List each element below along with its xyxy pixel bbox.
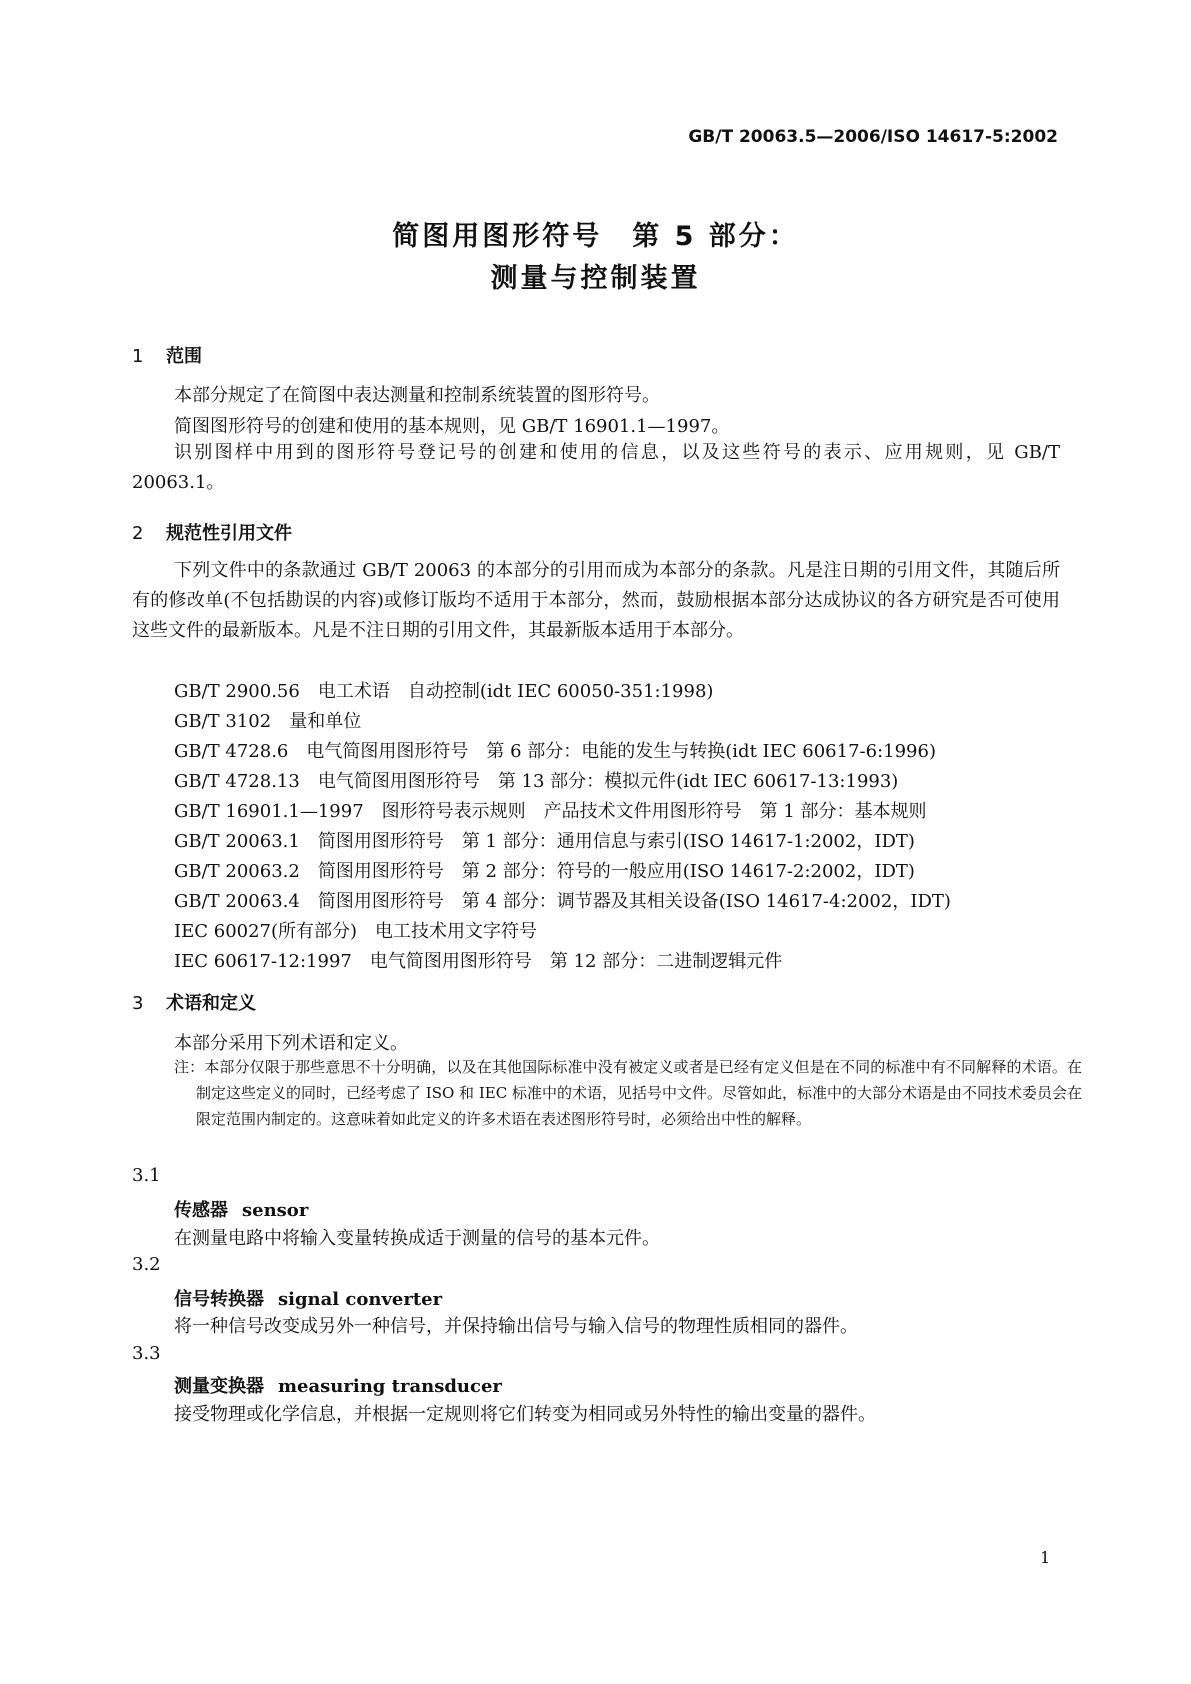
section-1-heading xyxy=(132,342,202,368)
page-number: 1 xyxy=(1040,1548,1051,1567)
reference-item: IEC 60027(所有部分) 电工技术用文字符号 xyxy=(174,921,538,942)
term-number: 3.1 xyxy=(132,1165,161,1186)
term-zh: 传感器 xyxy=(174,1200,228,1221)
reference-item: GB/T 20063.4 简图用图形符号 第 4 部分：调节器及其相关设备(ISO 14617-4:2002，IDT) xyxy=(174,891,951,912)
term-heading xyxy=(174,1196,308,1222)
scope-paragraph-1: 本部分规定了在简图中表达测量和控制系统装置的图形符号。 xyxy=(174,385,660,406)
terms-note: 注：本部分仅限于那些意思不十分明确，以及在其他国际标准中没有被定义或者是已经有定义但是在不同的标准中有不同解释的术语。在制定这些定义的同时，已经考虑了 ISO 和 IEC 标准中的术语，见括号中文件。尽管如此，标准中的大部分术语是由不同技术委员会在限定范围内制定的。这意味着如此定义的许多术语在表述图形符号时，必须给出中性的解释。 xyxy=(174,1058,1082,1128)
title-line-2: 测量与控制装置 xyxy=(490,263,701,294)
term-heading xyxy=(174,1372,502,1398)
section-title: 规范性引用文件 xyxy=(166,523,292,544)
term-definition: 将一种信号改变成另外一种信号，并保持输出信号与输入信号的物理性质相同的器件。 xyxy=(174,1316,858,1337)
standard-code-header: GB/T 20063.5—2006/ISO 14617-5:2002 xyxy=(688,127,1058,147)
reference-item: GB/T 20063.2 简图用图形符号 第 2 部分：符号的一般应用(ISO 14617-2:2002，IDT) xyxy=(174,861,915,882)
term-number: 3.2 xyxy=(132,1254,161,1275)
title-line-1: 简图用图形符号 第 5 部分： xyxy=(392,221,799,252)
scope-paragraph-3: 识别图样中用到的图形符号登记号的创建和使用的信息，以及这些符号的表示、应用规则，见 GB/T 20063.1。 xyxy=(132,442,1060,493)
references-intro: 下列文件中的条款通过 GB/T 20063 的本部分的引用而成为本部分的条款。凡是注日期的引用文件，其随后所有的修改单(不包括勘误的内容)或修订版均不适用于本部分，然而，鼓励根据本部分达成协议的各方研究是否可使用这些文件的最新版本。凡是不注日期的引用文件，其最新版本适用于本部分。 xyxy=(132,560,1060,641)
reference-item: GB/T 20063.1 简图用图形符号 第 1 部分：通用信息与索引(ISO 14617-1:2002，IDT) xyxy=(174,831,915,852)
reference-item: GB/T 4728.6 电气简图用图形符号 第 6 部分：电能的发生与转换(idt IEC 60617-6:1996) xyxy=(174,741,936,762)
terms-intro: 本部分采用下列术语和定义。 xyxy=(174,1033,408,1054)
section-title: 范围 xyxy=(166,346,202,367)
reference-item: GB/T 4728.13 电气简图用图形符号 第 13 部分：模拟元件(idt IEC 60617-13:1993) xyxy=(174,771,899,792)
scope-paragraph-2: 简图图形符号的创建和使用的基本规则，见 GB/T 16901.1—1997。 xyxy=(174,416,730,437)
term-en: signal converter xyxy=(278,1289,443,1310)
term-definition: 接受物理或化学信息，并根据一定规则将它们转变为相同或另外特性的输出变量的器件。 xyxy=(174,1404,876,1425)
reference-item: GB/T 2900.56 电工术语 自动控制(idt IEC 60050-351:1998) xyxy=(174,681,714,702)
section-3-heading xyxy=(132,989,256,1015)
section-title: 术语和定义 xyxy=(166,993,256,1014)
section-number: 2 xyxy=(132,523,144,544)
term-zh: 测量变换器 xyxy=(174,1376,264,1397)
reference-item: GB/T 16901.1—1997 图形符号表示规则 产品技术文件用图形符号 第 1 部分：基本规则 xyxy=(174,801,927,822)
term-en: sensor xyxy=(242,1200,309,1221)
reference-item: GB/T 3102 量和单位 xyxy=(174,711,362,732)
term-definition: 在测量电路中将输入变量转换成适于测量的信号的基本元件。 xyxy=(174,1228,660,1249)
term-en: measuring transducer xyxy=(278,1376,502,1397)
term-zh: 信号转换器 xyxy=(174,1289,264,1310)
section-number: 1 xyxy=(132,346,144,367)
reference-item: IEC 60617-12:1997 电气简图用图形符号 第 12 部分：二进制逻辑元件 xyxy=(174,951,783,972)
term-number: 3.3 xyxy=(132,1343,161,1364)
term-heading xyxy=(174,1285,442,1311)
section-2-heading xyxy=(132,519,292,545)
section-number: 3 xyxy=(132,993,144,1014)
